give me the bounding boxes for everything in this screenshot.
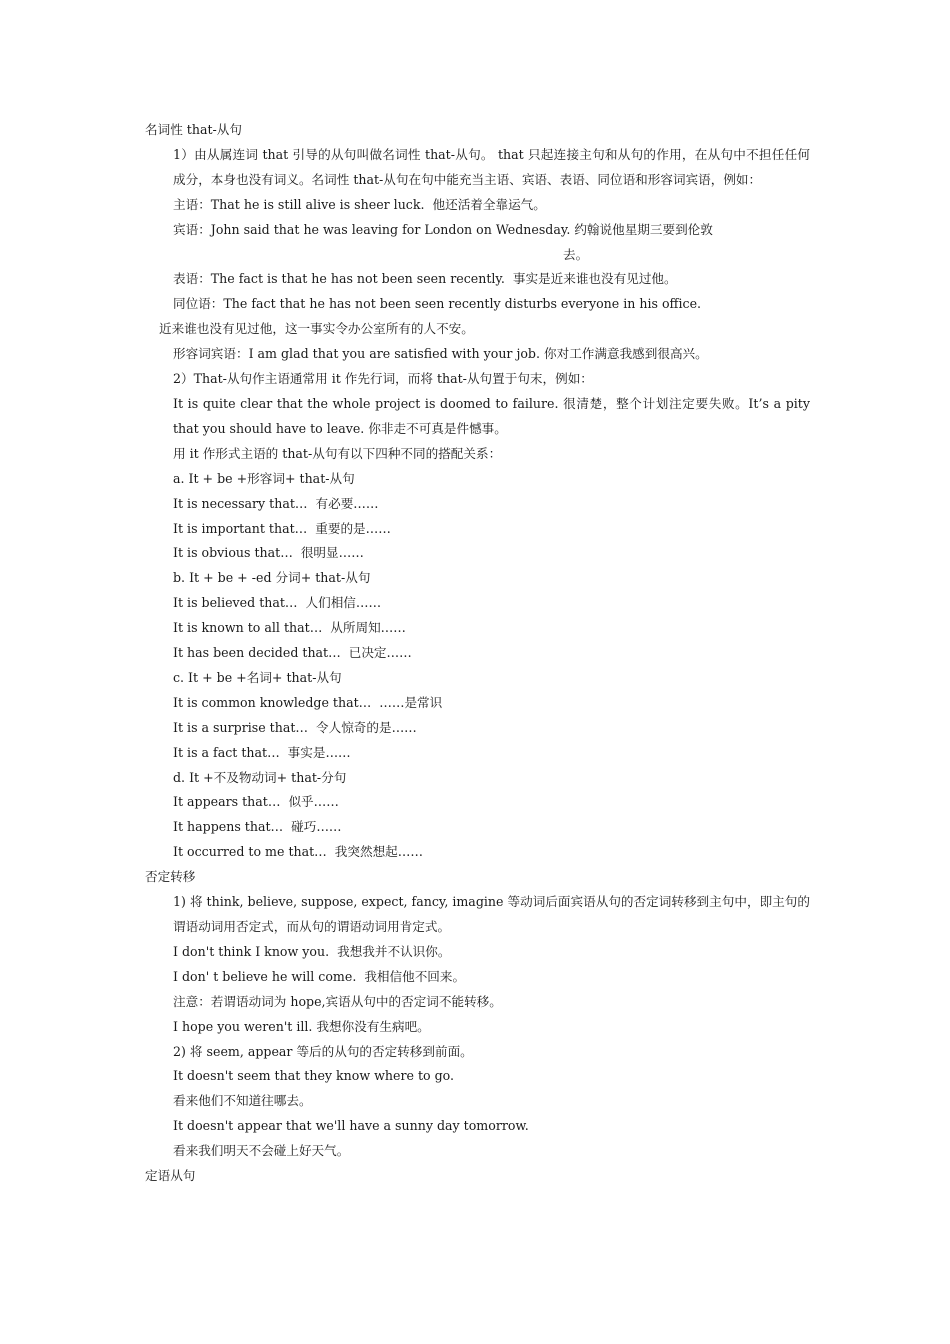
pattern-b-heading: b. It + be + -ed 分词+ that-从句 [173,570,371,586]
example-think: I don't think I know you. 我想我并不认识你。 [173,943,451,959]
paragraph-it-subject: 2）That-从句作主语通常用 it 作先行词，而将 that-从句置于句末，例如： [173,371,593,387]
example-appositive-continuation: 近来谁也没有见过他，这一事实令办公室所有的人不安。 [159,321,474,337]
list-item: It happens that… 碰巧…… [173,819,342,835]
pattern-a-heading: a. It + be +形容词+ that-从句 [173,470,355,486]
example-adjective-object: 形容词宾语：I am glad that you are satisfied with your job. 你对工作满意我感到很高兴。 [173,346,708,362]
example-appositive: 同位语：The fact that he has not been seen recently disturbs everyone in his office. [173,296,702,312]
example-object-continuation: 去。 [563,246,589,262]
list-item: It is obvious that… 很明显…… [173,545,364,561]
list-item: It is necessary that… 有必要…… [173,495,379,511]
example-object: 宾语：John said that he was leaving for London on Wednesday. 约翰说他星期三要到伦敦 [173,221,713,237]
list-item: It is known to all that… 从所周知…… [173,620,406,636]
pattern-c-heading: c. It + be +名词+ that-从句 [173,669,342,685]
document-body [145,118,810,1189]
example-predicative: 表语：The fact is that he has not been seen recently. 事实是近来谁也没有见过他。 [173,271,677,287]
paragraph-four-patterns: 用 it 作形式主语的 that-从句有以下四种不同的搭配关系： [173,445,502,461]
example-believe: I don' t believe he will come. 我相信他不回来。 [173,968,466,984]
paragraph-noun-clause-intro: 1）由从属连词 that 引导的从句叫做名词性 that-从句。 that 只起连接主句和从句的作用，在从句中不担任任何成分，本身也没有词义。名词性 that-从句在句中能充当主语、宾语、表语、同位语和形容词宾语，例如： [173,146,810,187]
pattern-d-heading: d. It +不及物动词+ that-分句 [173,769,347,785]
list-item: It is common knowledge that… ……是常识 [173,694,443,710]
list-item: It is a surprise that… 令人惊奇的是…… [173,719,417,735]
paragraph-negation-rule-2: 2) 将 seem, appear 等后的从句的否定转移到前面。 [173,1043,473,1059]
list-item: It has been decided that… 已决定…… [173,645,412,661]
section-title-noun-clause: 名词性 that-从句 [145,122,242,137]
example-seem: It doesn't seem that they know where to go. [173,1068,455,1084]
example-hope: I hope you weren't ill. 我想你没有生病吧。 [173,1018,430,1034]
example-appear-translation: 看来我们明天不会碰上好天气。 [173,1143,350,1159]
example-subject: 主语：That he is still alive is sheer luck. 他还活着全靠运气。 [173,196,546,212]
list-item: It appears that… 似乎…… [173,794,339,810]
list-item: It is important that… 重要的是…… [173,520,391,536]
list-item: It is believed that… 人们相信…… [173,595,382,611]
example-appear: It doesn't appear that we'll have a sunny day tomorrow. [173,1118,529,1134]
list-item: It is a fact that… 事实是…… [173,744,351,760]
list-item: It occurred to me that… 我突然想起…… [173,844,423,860]
paragraph-it-subject-example: It is quite clear that the whole project is doomed to failure. 很清楚，整个计划注定要失败。It’s a pity that you should have to leave. 你非走不可真是件憾事。 [173,395,810,436]
example-seem-translation: 看来他们不知道往哪去。 [173,1093,312,1109]
note-hope: 注意：若谓语动词为 hope,宾语从句中的否定词不能转移。 [173,993,502,1009]
section-title-negation-transfer: 否定转移 [145,869,196,885]
section-title-attributive-clause: 定语从句 [145,1168,196,1184]
paragraph-negation-rule-1: 1) 将 think, believe, suppose, expect, fancy, imagine 等动词后面宾语从句的否定词转移到主句中，即主句的谓语动词用否定式，而从句的谓语动词用肯定式。 [173,894,810,934]
